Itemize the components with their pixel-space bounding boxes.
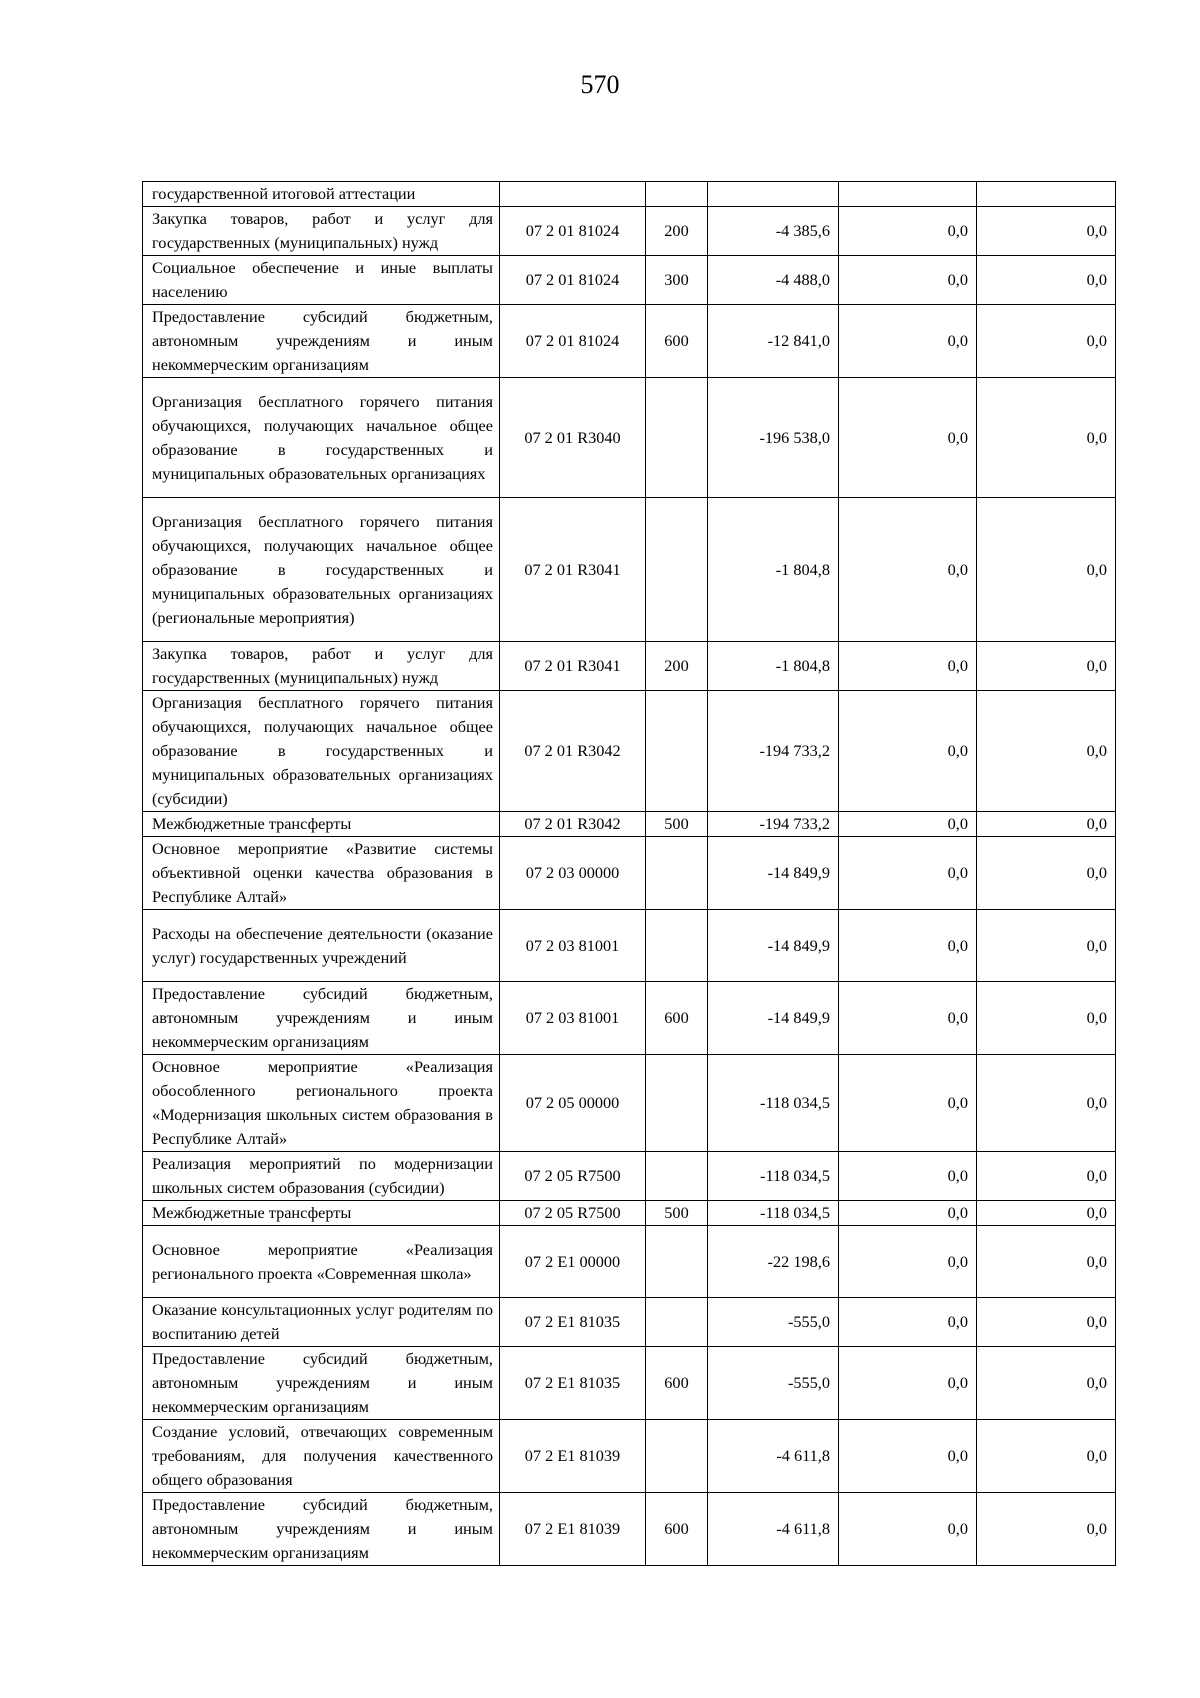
cell-amount-year-2: 0,0 xyxy=(839,256,977,305)
cell-amount-year-3: 0,0 xyxy=(977,1201,1116,1226)
cell-name: государственной итоговой аттестации xyxy=(143,182,500,207)
cell-amount: -555,0 xyxy=(708,1347,839,1420)
cell-name: Предоставление субсидий бюджетным, автономным учреждениям и иным некоммерческим организациям xyxy=(143,305,500,378)
cell-amount-year-3: 0,0 xyxy=(977,642,1116,691)
cell-amount-year-2: 0,0 xyxy=(839,812,977,837)
cell-amount-year-3: 0,0 xyxy=(977,1055,1116,1152)
cell-expense-type-code xyxy=(646,1055,708,1152)
table-row xyxy=(143,378,1116,498)
cell-expense-type-code: 300 xyxy=(646,256,708,305)
cell-amount: -12 841,0 xyxy=(708,305,839,378)
cell-amount-year-3: 0,0 xyxy=(977,1493,1116,1566)
cell-amount-year-2: 0,0 xyxy=(839,982,977,1055)
table-row xyxy=(143,207,1116,256)
table-row xyxy=(143,305,1116,378)
cell-expense-type-code xyxy=(646,1152,708,1201)
cell-amount: -118 034,5 xyxy=(708,1201,839,1226)
cell-name: Организация бесплатного горячего питания обучающихся, получающих начальное общее образование в государственных и муниципальных образовательных организациях xyxy=(143,378,500,498)
cell-target-article-code: 07 2 01 R3042 xyxy=(500,812,646,837)
cell-amount: -4 611,8 xyxy=(708,1420,839,1493)
cell-amount-year-3: 0,0 xyxy=(977,691,1116,812)
cell-expense-type-code: 600 xyxy=(646,1493,708,1566)
table-row xyxy=(143,1420,1116,1493)
cell-target-article-code: 07 2 05 R7500 xyxy=(500,1152,646,1201)
table-row xyxy=(143,1493,1116,1566)
cell-expense-type-code: 600 xyxy=(646,982,708,1055)
cell-target-article-code: 07 2 01 R3042 xyxy=(500,691,646,812)
cell-target-article-code xyxy=(500,182,646,207)
cell-name: Социальное обеспечение и иные выплаты населению xyxy=(143,256,500,305)
cell-amount-year-2: 0,0 xyxy=(839,910,977,982)
cell-target-article-code: 07 2 01 81024 xyxy=(500,256,646,305)
cell-target-article-code: 07 2 03 00000 xyxy=(500,837,646,910)
cell-amount-year-2: 0,0 xyxy=(839,837,977,910)
cell-amount-year-3: 0,0 xyxy=(977,1420,1116,1493)
table-row xyxy=(143,982,1116,1055)
table-row xyxy=(143,1152,1116,1201)
cell-amount: -196 538,0 xyxy=(708,378,839,498)
cell-expense-type-code xyxy=(646,1298,708,1347)
cell-amount-year-3: 0,0 xyxy=(977,1298,1116,1347)
cell-name: Закупка товаров, работ и услуг для государственных (муниципальных) нужд xyxy=(143,642,500,691)
cell-amount: -118 034,5 xyxy=(708,1055,839,1152)
cell-name: Межбюджетные трансферты xyxy=(143,812,500,837)
cell-expense-type-code xyxy=(646,1226,708,1298)
cell-name: Предоставление субсидий бюджетным, автономным учреждениям и иным некоммерческим организациям xyxy=(143,1347,500,1420)
cell-amount-year-3: 0,0 xyxy=(977,812,1116,837)
table-row xyxy=(143,910,1116,982)
cell-amount-year-2: 0,0 xyxy=(839,1055,977,1152)
cell-name: Расходы на обеспечение деятельности (оказание услуг) государственных учреждений xyxy=(143,910,500,982)
cell-name: Закупка товаров, работ и услуг для государственных (муниципальных) нужд xyxy=(143,207,500,256)
cell-expense-type-code: 500 xyxy=(646,812,708,837)
cell-amount-year-2: 0,0 xyxy=(839,1201,977,1226)
cell-target-article-code: 07 2 01 R3040 xyxy=(500,378,646,498)
table-row xyxy=(143,691,1116,812)
cell-expense-type-code xyxy=(646,691,708,812)
cell-name: Организация бесплатного горячего питания обучающихся, получающих начальное общее образование в государственных и муниципальных образовательных организациях (субсидии) xyxy=(143,691,500,812)
table-row xyxy=(143,837,1116,910)
cell-amount: -118 034,5 xyxy=(708,1152,839,1201)
table-row xyxy=(143,1055,1116,1152)
cell-amount-year-2: 0,0 xyxy=(839,642,977,691)
cell-name: Реализация мероприятий по модернизации школьных систем образования (субсидии) xyxy=(143,1152,500,1201)
cell-amount: -555,0 xyxy=(708,1298,839,1347)
cell-amount: -14 849,9 xyxy=(708,910,839,982)
cell-name: Основное мероприятие «Реализация обособленного регионального проекта «Модернизация школьных систем образования в Республике Алтай» xyxy=(143,1055,500,1152)
cell-target-article-code: 07 2 05 R7500 xyxy=(500,1201,646,1226)
cell-amount-year-3: 0,0 xyxy=(977,1226,1116,1298)
cell-amount: -194 733,2 xyxy=(708,812,839,837)
cell-target-article-code: 07 2 03 81001 xyxy=(500,910,646,982)
cell-amount-year-3 xyxy=(977,182,1116,207)
cell-expense-type-code xyxy=(646,837,708,910)
cell-expense-type-code: 600 xyxy=(646,1347,708,1420)
cell-amount: -194 733,2 xyxy=(708,691,839,812)
cell-amount: -4 611,8 xyxy=(708,1493,839,1566)
cell-amount: -1 804,8 xyxy=(708,498,839,642)
cell-expense-type-code: 200 xyxy=(646,642,708,691)
cell-amount-year-2: 0,0 xyxy=(839,1347,977,1420)
cell-amount-year-2: 0,0 xyxy=(839,1152,977,1201)
cell-target-article-code: 07 2 01 R3041 xyxy=(500,498,646,642)
cell-target-article-code: 07 2 E1 00000 xyxy=(500,1226,646,1298)
cell-amount-year-3: 0,0 xyxy=(977,1347,1116,1420)
cell-expense-type-code: 200 xyxy=(646,207,708,256)
table-row xyxy=(143,1226,1116,1298)
cell-amount xyxy=(708,182,839,207)
cell-target-article-code: 07 2 03 81001 xyxy=(500,982,646,1055)
cell-expense-type-code xyxy=(646,1420,708,1493)
cell-amount: -4 488,0 xyxy=(708,256,839,305)
cell-amount-year-2: 0,0 xyxy=(839,305,977,378)
cell-amount-year-3: 0,0 xyxy=(977,982,1116,1055)
cell-amount-year-3: 0,0 xyxy=(977,498,1116,642)
table-row xyxy=(143,1347,1116,1420)
cell-amount-year-3: 0,0 xyxy=(977,837,1116,910)
cell-amount: -22 198,6 xyxy=(708,1226,839,1298)
cell-amount-year-2: 0,0 xyxy=(839,378,977,498)
cell-amount-year-3: 0,0 xyxy=(977,910,1116,982)
cell-target-article-code: 07 2 05 00000 xyxy=(500,1055,646,1152)
cell-amount-year-2 xyxy=(839,182,977,207)
cell-amount-year-2: 0,0 xyxy=(839,1298,977,1347)
cell-expense-type-code xyxy=(646,498,708,642)
cell-amount-year-2: 0,0 xyxy=(839,498,977,642)
cell-name: Межбюджетные трансферты xyxy=(143,1201,500,1226)
cell-target-article-code: 07 2 E1 81039 xyxy=(500,1493,646,1566)
table-body xyxy=(143,182,1116,1566)
cell-name: Основное мероприятие «Реализация регионального проекта «Современная школа» xyxy=(143,1226,500,1298)
table-row xyxy=(143,1201,1116,1226)
cell-target-article-code: 07 2 E1 81039 xyxy=(500,1420,646,1493)
cell-target-article-code: 07 2 01 81024 xyxy=(500,207,646,256)
cell-expense-type-code: 600 xyxy=(646,305,708,378)
cell-name: Основное мероприятие «Развитие системы объективной оценки качества образования в Республике Алтай» xyxy=(143,837,500,910)
table-row xyxy=(143,182,1116,207)
cell-name: Оказание консультационных услуг родителям по воспитанию детей xyxy=(143,1298,500,1347)
cell-amount-year-2: 0,0 xyxy=(839,691,977,812)
cell-amount: -1 804,8 xyxy=(708,642,839,691)
cell-amount-year-2: 0,0 xyxy=(839,1420,977,1493)
table-row xyxy=(143,256,1116,305)
cell-amount-year-3: 0,0 xyxy=(977,378,1116,498)
cell-amount-year-3: 0,0 xyxy=(977,305,1116,378)
cell-expense-type-code xyxy=(646,910,708,982)
cell-target-article-code: 07 2 E1 81035 xyxy=(500,1298,646,1347)
cell-name: Организация бесплатного горячего питания обучающихся, получающих начальное общее образование в государственных и муниципальных образовательных организациях (региональные мероприятия) xyxy=(143,498,500,642)
cell-amount-year-2: 0,0 xyxy=(839,1493,977,1566)
page-number: 570 xyxy=(580,70,620,99)
cell-name: Предоставление субсидий бюджетным, автономным учреждениям и иным некоммерческим организациям xyxy=(143,982,500,1055)
cell-amount-year-3: 0,0 xyxy=(977,256,1116,305)
cell-amount: -14 849,9 xyxy=(708,837,839,910)
cell-amount-year-2: 0,0 xyxy=(839,207,977,256)
cell-target-article-code: 07 2 E1 81035 xyxy=(500,1347,646,1420)
cell-expense-type-code xyxy=(646,378,708,498)
table-row xyxy=(143,642,1116,691)
cell-amount-year-3: 0,0 xyxy=(977,207,1116,256)
cell-name: Создание условий, отвечающих современным требованиям, для получения качественного общего образования xyxy=(143,1420,500,1493)
budget-table xyxy=(142,181,1116,1566)
cell-expense-type-code xyxy=(646,182,708,207)
cell-name: Предоставление субсидий бюджетным, автономным учреждениям и иным некоммерческим организациям xyxy=(143,1493,500,1566)
table-row xyxy=(143,812,1116,837)
cell-amount: -14 849,9 xyxy=(708,982,839,1055)
cell-expense-type-code: 500 xyxy=(646,1201,708,1226)
table-row xyxy=(143,498,1116,642)
cell-target-article-code: 07 2 01 R3041 xyxy=(500,642,646,691)
cell-amount: -4 385,6 xyxy=(708,207,839,256)
cell-amount-year-2: 0,0 xyxy=(839,1226,977,1298)
cell-target-article-code: 07 2 01 81024 xyxy=(500,305,646,378)
table-row xyxy=(143,1298,1116,1347)
cell-amount-year-3: 0,0 xyxy=(977,1152,1116,1201)
